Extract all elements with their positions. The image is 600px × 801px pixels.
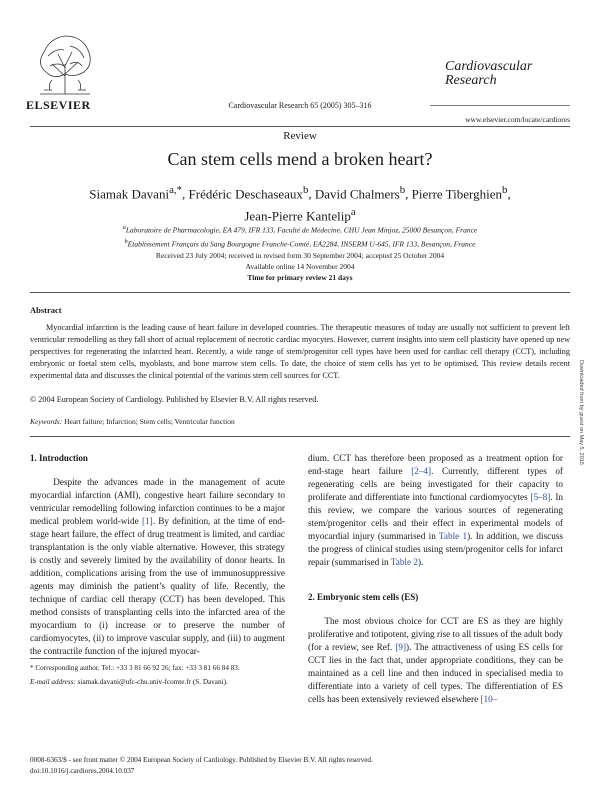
abstract-copyright: © 2004 European Society of Cardiology. Published by Elsevier B.V. All rights reserved.	[30, 395, 319, 404]
journal-title-line1: Cardiovascular	[445, 59, 533, 74]
download-note: Downloaded from by guest on May 5, 2015	[578, 360, 584, 465]
received-dates: Received 23 July 2004; received in revised form 30 September 2004; accepted 25 October 2004	[155, 251, 445, 260]
section-2-heading: 2. Embryonic stem cells (ES)	[308, 592, 419, 602]
keywords	[30, 417, 235, 426]
corresponding-author: * Corresponding author. Tel.: +33 3 81 66 92 26; fax: +33 3 81 66 84 83.	[30, 664, 240, 672]
section-1-continuation: dium. CCT has therefore been proposed as a treatment option for end-stage heart failure [2–4]. Currently, different types of regenerating cells are being investigated for their capacity to proliferate and differentiate into functional cardiomyocytes [5–8]. In this review, we compare the various sources of regenerating stem/progenitor cells and their effect in experimental models of myocardial injury (summarised in Table 1). In addition, we discuss the progress of clinical studies using stem/progenitor cells for infarct repair (summarised in Table 2).	[308, 453, 564, 567]
journal-citation: Cardiovascular Research 65 (2005) 305–316	[228, 101, 372, 110]
footnote	[30, 663, 285, 688]
email-address[interactable]: siamak.davani@ufc-chu.univ-fcomte.fr (S. Davani).	[77, 678, 228, 686]
download-stamp	[574, 360, 586, 630]
affiliation-a: $^a$Laboratoire de Pharmacologie, EA 479, IFR 133, Faculté de Médecine, CHU Jean Minjoz, 25000 Besançon, France	[122, 224, 478, 235]
journal-title-line2: Research	[445, 73, 497, 88]
email-label: E-mail address:	[30, 678, 76, 686]
header-divider	[30, 126, 570, 127]
abstract-text	[30, 322, 570, 382]
authors-line-2: Jean-Pierre Kantelip$^a$	[244, 206, 356, 224]
abstract-divider-bottom	[30, 436, 570, 437]
body-column-right	[308, 452, 563, 706]
keywords-label: Keywords:	[30, 417, 63, 426]
journal-rule	[430, 105, 570, 106]
keywords-list: Heart failure; Infarction; Stem cells; Ventricular function	[64, 417, 235, 426]
review-time: Time for primary review 21 days	[247, 273, 353, 282]
email-line	[30, 677, 285, 688]
abstract-paragraph: Myocardial infarction is the leading cause of heart failure in developed countries. The therapeutic measures of today are usually not sufficient to prevent left ventricular remodelling as they fall short of actual replacement of necrotic cardiac myocytes. However, current insights into stem cell plasticity have opened up new perspectives for regenerating the infarcted heart. Recently, a wide range of stem/progenitor cell types have been used for cardiac cell therapy (CCT), including embryonic or foetal stem cells, myoblasts, and bone marrow stem cells. To date, the choice of stem cells has yet to be optimised. This review details recent experimental data and discusses the clinical potential of the various stem cell sources for CCT.	[30, 323, 570, 380]
online-date: Available online 14 November 2004	[245, 262, 355, 271]
article-dates	[0, 250, 600, 283]
authors-line-1: Siamak Davani$^{a,*}$, Frédéric Deschaseaux$^b$, David Chalmers$^b$, Pierre Tiberghien$^b$,	[89, 184, 511, 202]
page-footer	[30, 755, 373, 777]
section-1-heading: 1. Introduction	[30, 453, 88, 463]
publisher-name: ELSEVIER	[26, 98, 91, 112]
issn-line: 0008-6363/$ - see front matter © 2004 European Society of Cardiology. Published by Elsevier B.V. All rights reserved.	[30, 756, 373, 764]
doi-line[interactable]: doi:10.1016/j.cardiores.2004.10.037	[30, 767, 135, 775]
author-list	[0, 181, 600, 226]
footnote-rule	[30, 658, 120, 659]
affiliation-b: $^b$Etablissement Français du Sang Bourgogne Franche-Comté, EA2284, INSERM U-645, IFR 133, Besançon, France	[124, 237, 476, 248]
section-1-paragraph: Despite the advances made in the management of acute myocardial infarction (AMI), congestive heart failure secondary to ventricular remodelling following infarction continues to be a major medical problem world-wide [1]. By definition, at the time of end-stage heart failure, the effect of drug treatment is limited, and cardiac transplantation is the only viable alternative. However, this strategy is costly and severely limited by the availability of donor hearts. In addition, complications arising from the use of immunosuppressive agents may diminish the patient’s quality of life. Recently, the technique of cardiac cell therapy (CCT) has been developed. This method consists of transplanting cells into the infarcted area of the myocardium to (i) increase or to preserve the number of cardiomyocytes, (ii) to improve vascular supply, and (iii) to augment the contractile function of the injured myocar-	[30, 477, 285, 656]
affiliations	[0, 222, 600, 249]
abstract-divider-top	[30, 292, 570, 293]
journal-title	[445, 60, 570, 88]
abstract-heading: Abstract	[30, 305, 62, 315]
article-type: Review	[283, 130, 317, 142]
article-title: Can stem cells mend a broken heart?	[167, 149, 433, 169]
section-2-paragraph: The most obvious choice for CCT are ES as they are highly proliferative and totipotent, giving rise to all tissues of the adult body (for a review, see Ref. [9]). The attractiveness of using ES cells for CCT lies in the fact that, under appropriate conditions, they can be maintained as a cell line and then induced in specialised media to differentiate into a variety of cell types. The differentiation of ES cells has been extensively reviewed elsewhere [10–	[308, 616, 563, 704]
journal-url[interactable]: www.elsevier.com/locate/cardiores	[465, 115, 570, 124]
body-column-left	[30, 452, 285, 658]
